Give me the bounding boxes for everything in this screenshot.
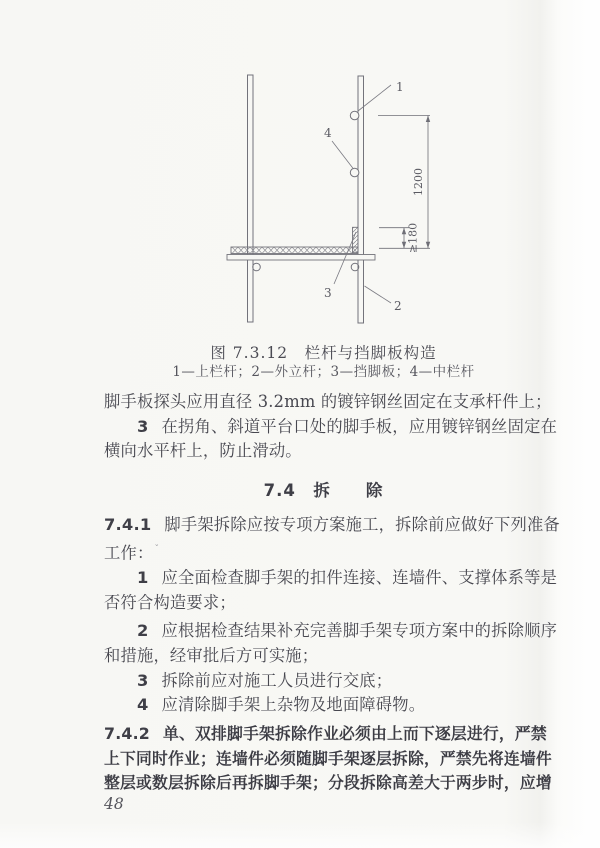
line-text: 否符合构造要求；: [104, 592, 236, 612]
text-line: [104, 390, 552, 415]
ledger-bar: [227, 255, 375, 261]
text-line: [104, 747, 552, 772]
scan-artifact-mark: ˇ: [154, 544, 160, 555]
body-text-block-1: [104, 390, 558, 464]
line-text: 拆除前应对施工人员进行交底；: [161, 670, 393, 690]
line-text: 应根据检查结果补充完善脚手架专项方案中的拆除顺序: [161, 621, 558, 641]
text-line: [104, 644, 544, 669]
dim-180-label: ≥180: [406, 222, 420, 254]
figure-7-3-12: [220, 65, 440, 347]
line-text: 整层或数层拆除后再拆脚手架；分段拆除高差大于两步时，应增: [104, 773, 552, 793]
line-text: 单、双排脚手架拆除作业必须由上而下逐层进行，严禁: [162, 724, 547, 744]
inner-pole: [248, 75, 254, 322]
scaffold-plank: [231, 247, 358, 254]
coupler-left: [253, 263, 261, 271]
text-line: [104, 669, 544, 694]
figure-label-3: 3: [324, 286, 332, 300]
text-line: [104, 538, 544, 566]
text-line: [104, 722, 547, 747]
line-text: 应清除脚手架上杂物及地面障碍物。: [161, 695, 426, 715]
figure-caption: 图 7.3.12 栏杆与挡脚板构造: [210, 344, 437, 362]
body-text-block-2: [104, 513, 560, 796]
dim-1200-label: 1200: [412, 168, 425, 196]
mid-rail-circle: [350, 168, 359, 177]
text-line: [104, 771, 552, 796]
clause-number: 7.4.2: [104, 724, 150, 744]
clause-number: 4: [137, 695, 149, 715]
text-line: [104, 439, 544, 464]
line-text: 脚手板探头应用直径 3.2mm 的镀锌钢丝固定在支承杆件上；: [104, 392, 552, 411]
outer-pole: [358, 76, 364, 323]
line-text: 工作：: [104, 543, 154, 563]
figure-label-2: 2: [394, 299, 402, 313]
toe-board: [353, 227, 359, 252]
clause-number: 1: [137, 567, 149, 587]
clause-number: 7.4.1: [104, 515, 152, 534]
section-heading: 7.4 拆 除: [263, 481, 384, 500]
text-line: [104, 693, 544, 718]
text-line: [104, 619, 558, 644]
label-leader-4: [332, 141, 354, 169]
line-text: 脚手架拆除应按专项方案施工，拆除前应做好下列准备: [164, 515, 560, 534]
clause-number: 3: [137, 670, 149, 690]
line-text: 和措施，经审批后方可实施；: [104, 645, 319, 665]
figure-label-1: 1: [396, 80, 404, 94]
text-line: [104, 591, 544, 616]
clause-number: 3: [137, 416, 149, 436]
page-number: 48: [104, 795, 124, 813]
text-line: [104, 513, 560, 538]
figure-label-4: 4: [324, 126, 332, 140]
dim-1200-arrow-top: [426, 116, 430, 123]
label-leader-2: [365, 286, 392, 303]
dim-1200-arrow-bottom: [426, 242, 430, 249]
figure-legend: 1—上栏杆；2—外立杆；3—挡脚板；4—中栏杆: [172, 364, 475, 380]
text-line: [104, 415, 558, 440]
top-rail-circle: [350, 111, 359, 120]
text-line: [104, 566, 558, 591]
line-text: 横向水平杆上，防止滑动。: [104, 441, 302, 461]
clause-number: 2: [137, 621, 149, 641]
line-text: 在拐角、斜道平台口处的脚手板，应用镀锌钢丝固定在: [161, 416, 558, 436]
line-text: 上下同时作业；连墙件必须随脚手架逐层拆除，严禁先将连墙件: [104, 748, 552, 768]
scaffold-figure: [220, 65, 440, 347]
line-text: 应全面检查脚手架的扣件连接、连墙件、支撑体系等是: [161, 567, 558, 587]
